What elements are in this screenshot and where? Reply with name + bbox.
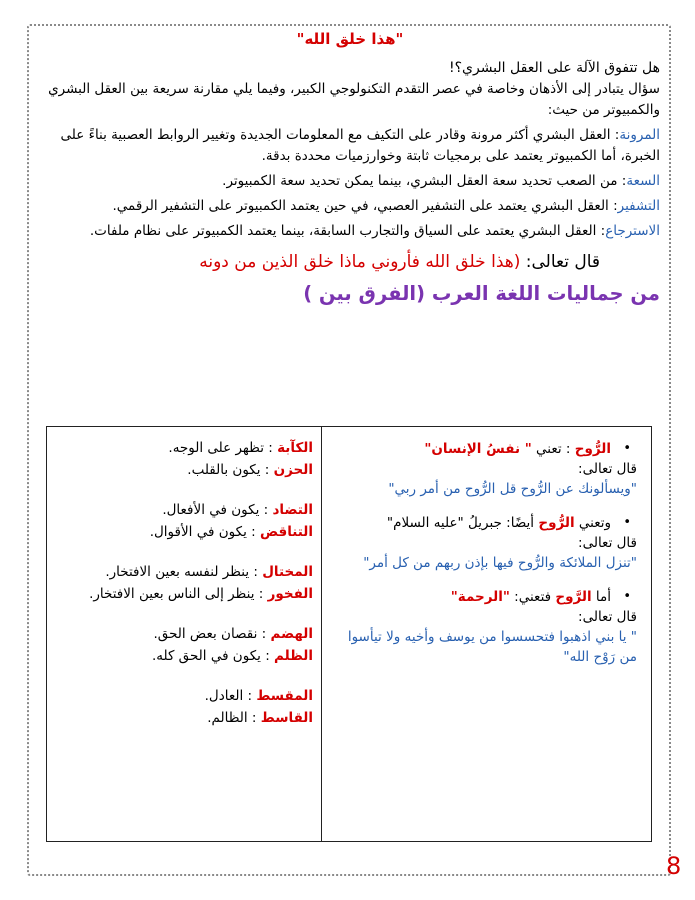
intro-paragraph: سؤال يتبادر إلى الأذهان وخاصة في عصر التقدم التكنولوجي الكبير، وفيما يلي مقارنة سريعة بين العقل البشري والكمبيوتر من حيث:: [48, 81, 660, 118]
document-body: [40, 30, 660, 314]
definition-line: التناقض : يكون في الأقوال.: [149, 524, 313, 540]
bullet-icon: •: [623, 441, 631, 456]
definition-line: القاسط : الظالم.: [207, 710, 313, 726]
definition-line: الحزن : يكون بالقلب.: [187, 462, 313, 478]
verse-quote: "تنزل الملائكة والرُّوح فيها بإذن ربهم من كل أمر": [363, 555, 637, 571]
definition-line: الهضم : نقصان بعض الحق.: [153, 626, 313, 642]
point-flexibility: المرونة: العقل البشري أكثر مرونة وقادر على التكيف مع المعلومات الجديدة وتغيير الروابط العصبية بناءً على الخبرة، أما الكمبيوتر يعتمد على برمجيات ثابتة وخوارزميات محددة بدقة.: [60, 127, 660, 164]
list-item: • أما الرَّوح فتعني: "الرحمة": [450, 589, 631, 605]
verse-quote: " يا بني اذهبوا فتحسسوا من يوسف وأخيه ولا تيأسوا من رَوْح الله": [347, 629, 637, 665]
page-number: 8: [666, 852, 682, 880]
definition-line: الكآبة : تظهر على الوجه.: [168, 440, 313, 456]
point-encoding: التشفير: العقل البشري يعتمد على التشفير العصبي، في حين يعتمد الكمبيوتر على التشفير الرقمي.: [112, 198, 660, 214]
said-label: قال تعالى:: [578, 609, 637, 625]
quran-verse: قال تعالى: (هذا خلق الله فأروني ماذا خلق الذين من دونه: [199, 252, 600, 272]
definition-line: المقسط : العادل.: [204, 688, 313, 704]
definition-line: المختال : ينظر لنفسه بعين الافتخار.: [105, 564, 313, 580]
list-item: • وتعني الرُّوح أيضًا: جبريلُ "عليه السلام": [386, 515, 631, 531]
word-differences-table: [46, 426, 652, 842]
point-capacity: السعة: من الصعب تحديد سعة العقل البشري، بينما يمكن تحديد سعة الكمبيوتر.: [222, 173, 660, 189]
section-heading: من جماليات اللغة العرب (الفرق بين ): [303, 282, 660, 305]
definition-line: الفخور : ينظر إلى الناس بعين الافتخار.: [89, 586, 313, 602]
table-left-column: [47, 427, 321, 841]
bullet-icon: •: [623, 589, 631, 604]
said-label: قال تعالى:: [578, 535, 637, 551]
point-retrieval: الاسترجاع: العقل البشري يعتمد على السياق والتجارب السابقة، بينما يعتمد الكمبيوتر على نظام ملفات.: [89, 223, 660, 239]
said-label: قال تعالى:: [578, 461, 637, 477]
verse-quote: "ويسألونك عن الرُّوح قل الرُّوح من أمر ربي": [388, 481, 637, 497]
bullet-icon: •: [623, 515, 631, 530]
table-right-column: [321, 427, 651, 841]
question: هل تتفوق الآلة على العقل البشري؟!: [448, 60, 660, 76]
list-item: • الرُّوح : تعني " نفسُ الإنسان": [424, 441, 631, 457]
definition-line: الظلم : يكون في الحق كله.: [151, 648, 313, 664]
definition-line: التضاد : يكون في الأفعال.: [162, 502, 313, 518]
page-title: "هذا خلق الله": [296, 30, 404, 48]
